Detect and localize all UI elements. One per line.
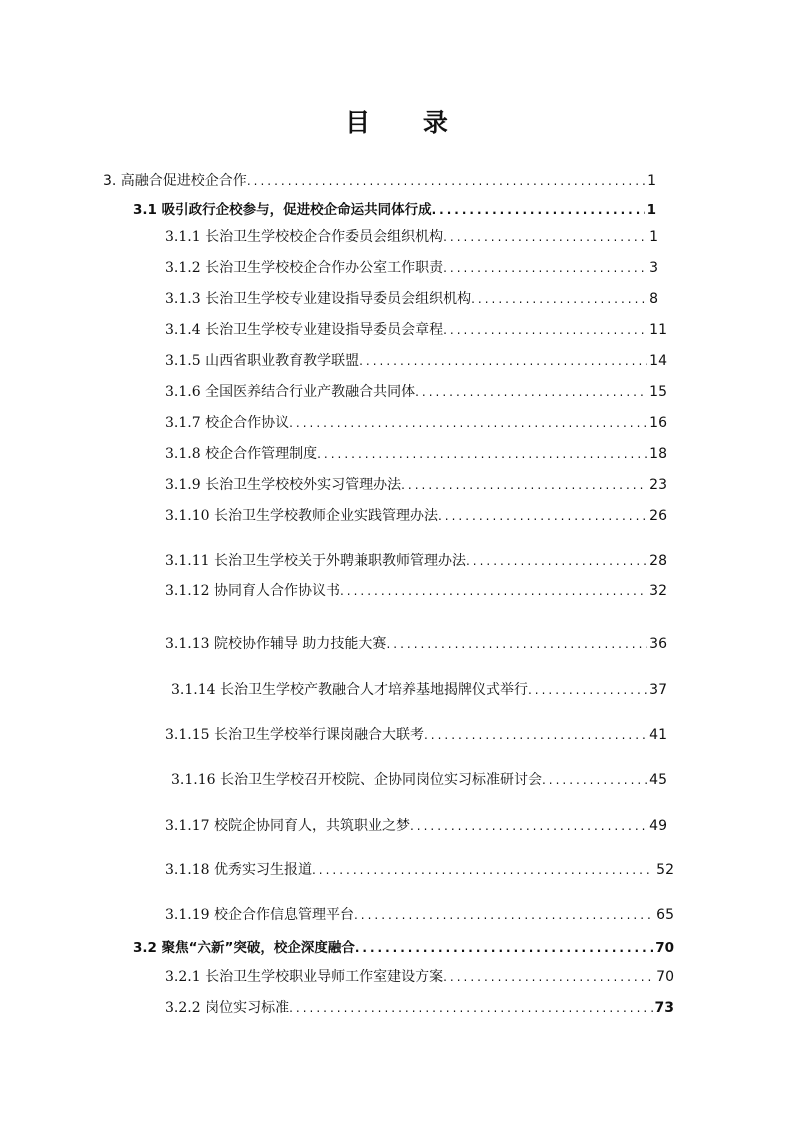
toc-entry[interactable] [165, 997, 674, 1019]
toc-entry[interactable] [171, 769, 667, 791]
toc-entry[interactable] [165, 633, 667, 655]
toc-entry-label: 3.1 吸引政行企校参与，促进校企命运共同体行成 [133, 202, 432, 218]
toc-leader-dots [401, 474, 647, 496]
toc-entry-page: 8 [649, 291, 658, 307]
toc-entry-label: 3.1.1 长治卫生学校校企合作委员会组织机构 [165, 229, 444, 245]
toc-entry[interactable] [165, 724, 667, 746]
toc-leader-dots [410, 815, 647, 837]
toc-entry-page: 41 [649, 727, 667, 743]
toc-entry-page: 23 [649, 477, 667, 493]
toc-leader-dots [443, 966, 654, 988]
toc-entry-label: 3.1.7 校企合作协议 [165, 415, 290, 431]
toc-entry-page: 15 [649, 384, 667, 400]
toc-entry-page: 32 [649, 583, 667, 599]
toc-entry-page: 18 [649, 446, 667, 462]
toc-leader-dots [386, 633, 647, 655]
toc-entry[interactable] [133, 199, 656, 221]
toc-leader-dots [424, 724, 647, 746]
toc-entry-label: 3.2.2 岗位实习标准 [165, 1000, 290, 1016]
toc-entry-label: 3.1.11 长治卫生学校关于外聘兼职教师管理办法 [165, 553, 466, 569]
toc-entry-page: 1 [647, 173, 656, 189]
toc-entry-page: 28 [649, 553, 667, 569]
toc-entry-page: 70 [655, 940, 674, 956]
toc-entry[interactable] [165, 966, 674, 988]
toc-leader-dots [443, 257, 647, 279]
toc-entry[interactable] [165, 226, 658, 248]
toc-leader-dots [289, 412, 647, 434]
toc-entry-label: 3.1.15 长治卫生学校举行课岗融合大联考 [165, 727, 424, 743]
toc-entry[interactable] [171, 679, 667, 701]
toc-entry-page: 26 [649, 508, 667, 524]
toc-entry-label: 3. 高融合促进校企合作 [103, 173, 247, 189]
toc-entry-page: 1 [646, 202, 656, 218]
toc-entry-label: 3.2 聚焦“六新”突破，校企深度融合 [133, 940, 355, 956]
toc-entry-page: 14 [649, 353, 667, 369]
toc-entry-label: 3.2.1 长治卫生学校职业导师工作室建设方案 [165, 969, 444, 985]
toc-leader-dots [471, 288, 647, 310]
toc-entry-label: 3.1.9 长治卫生学校校外实习管理办法 [165, 477, 402, 493]
toc-entry[interactable] [165, 350, 667, 372]
toc-entry[interactable] [165, 412, 667, 434]
toc-leader-dots [443, 319, 647, 341]
toc-leader-dots [443, 226, 647, 248]
toc-leader-dots [312, 859, 654, 881]
toc-entry-label: 3.1.2 长治卫生学校校企合作办公室工作职责 [165, 260, 444, 276]
toc-entry[interactable] [165, 474, 667, 496]
toc-entry-label: 3.1.14 长治卫生学校产教融合人才培养基地揭牌仪式举行 [171, 682, 528, 698]
toc-entry-page: 36 [649, 636, 667, 652]
toc-entry[interactable] [165, 859, 674, 881]
toc-entry-page: 37 [649, 682, 667, 698]
toc-entry[interactable] [165, 288, 658, 310]
toc-leader-dots [438, 505, 647, 527]
toc-entry-label: 3.1.3 长治卫生学校专业建设指导委员会组织机构 [165, 291, 472, 307]
toc-leader-dots [340, 580, 647, 602]
toc-entry-page: 52 [656, 862, 674, 878]
toc-entry-label: 3.1.5 山西省职业教育教学联盟 [165, 353, 360, 369]
toc-leader-dots [355, 937, 653, 959]
toc-entry[interactable] [165, 550, 667, 572]
toc-leader-dots [432, 199, 645, 221]
toc-entry-page: 49 [649, 818, 667, 834]
toc-entry-label: 3.1.18 优秀实习生报道 [165, 862, 312, 878]
toc-entry[interactable] [165, 815, 667, 837]
toc-entry-label: 3.1.13 院校协作辅导 助力技能大赛 [165, 636, 387, 652]
toc-entry-page: 70 [656, 969, 674, 985]
toc-entry-label: 3.1.8 校企合作管理制度 [165, 446, 318, 462]
toc-entry-label: 3.1.6 全国医养结合行业产教融合共同体 [165, 384, 416, 400]
toc-entry-label: 3.1.4 长治卫生学校专业建设指导委员会章程 [165, 322, 444, 338]
toc-entry-label: 3.1.19 校企合作信息管理平台 [165, 907, 354, 923]
toc-entry[interactable] [165, 505, 667, 527]
toc-entry[interactable] [103, 170, 656, 192]
toc-entry-label: 3.1.17 校院企协同育人，共筑职业之梦 [165, 818, 410, 834]
toc-entry-page: 3 [649, 260, 658, 276]
toc-leader-dots [289, 997, 652, 1019]
toc-entry[interactable] [165, 381, 667, 403]
toc-leader-dots [415, 381, 647, 403]
toc-entry[interactable] [165, 319, 667, 341]
toc-entry-label: 3.1.10 长治卫生学校教师企业实践管理办法 [165, 508, 438, 524]
toc-leader-dots [542, 769, 647, 791]
toc-entry[interactable] [133, 937, 674, 959]
toc-leader-dots [247, 170, 645, 192]
toc-entry-page: 11 [649, 322, 667, 338]
toc-leader-dots [317, 443, 647, 465]
toc-entry-label: 3.1.16 长治卫生学校召开校院、企协同岗位实习标准研讨会 [171, 772, 542, 788]
toc-entry-page: 1 [649, 229, 658, 245]
toc-entry-page: 73 [654, 1000, 674, 1016]
toc-entry-page: 16 [649, 415, 667, 431]
toc-entry-page: 65 [656, 907, 674, 923]
toc-entry[interactable] [165, 443, 667, 465]
toc-leader-dots [359, 350, 647, 372]
toc-entry[interactable] [165, 580, 667, 602]
page-title: 目 录 [345, 108, 470, 137]
toc-entry[interactable] [165, 257, 658, 279]
toc-entry-label: 3.1.12 协同育人合作协议书 [165, 583, 340, 599]
toc-entry[interactable] [165, 904, 674, 926]
toc-leader-dots [466, 550, 647, 572]
toc-leader-dots [528, 679, 647, 701]
toc-entry-page: 45 [649, 772, 667, 788]
toc-leader-dots [354, 904, 654, 926]
